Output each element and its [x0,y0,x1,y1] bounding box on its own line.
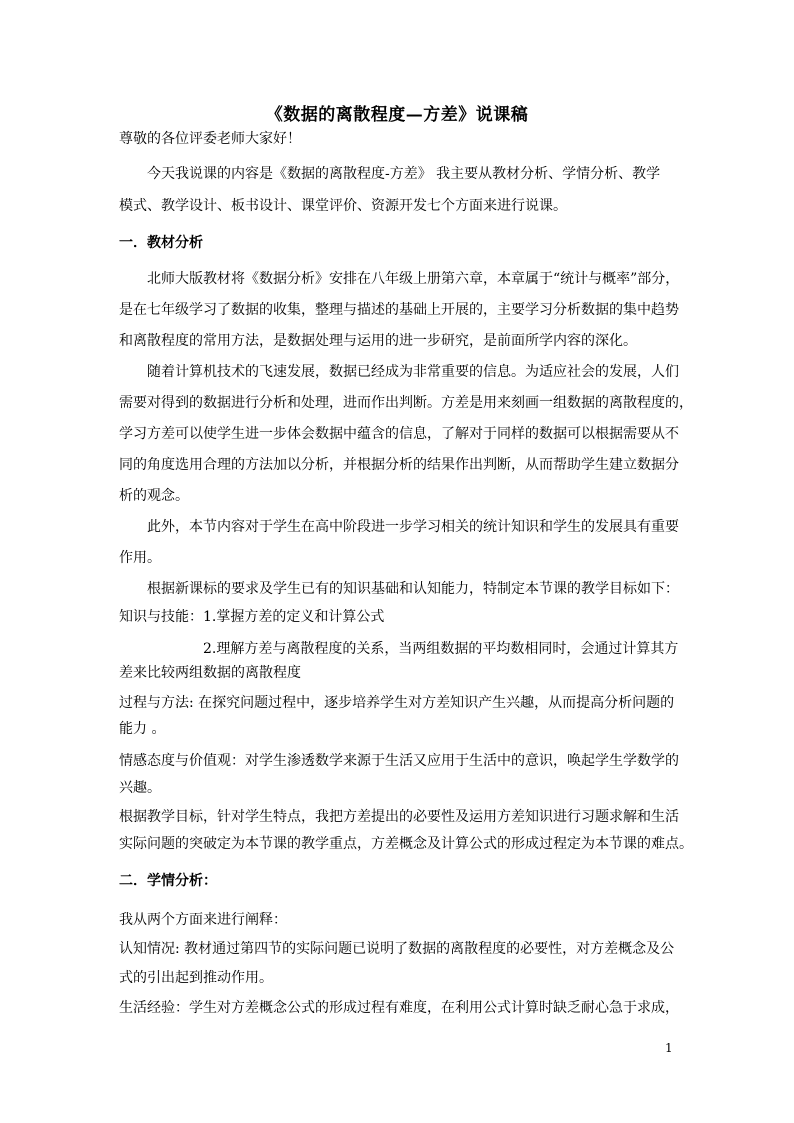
paragraph-line: 我从两个方面来进行阐释： [119,912,287,928]
paragraph-line: 学习方差可以使学生进一步体会数据中蕴含的信息，了解对于同样的数据可以根据需要从不 [119,426,679,442]
page-number: 1 [665,1041,673,1055]
cognition-line: 式的引出起到推动作用。 [119,970,273,986]
goal-emotion-values: 情感态度与价值观：对学生渗透数学来源于生活又应用于生活中的意识，唤起学生学数学的 [119,753,679,769]
goal-knowledge-skills: 知识与技能：1.掌握方差的定义和计算公式 [119,609,385,625]
goal-emotion-values: 兴趣。 [119,780,161,796]
paragraph-line: 同的角度选用合理的方法加以分析，并根据分析的结果作出判断，从而帮助学生建立数据分 [119,457,679,473]
paragraph-line: 作用。 [119,550,161,566]
paragraph-line: 是在七年级学习了数据的收集，整理与描述的基础上开展的，主要学习分析数据的集中趋势 [119,302,679,318]
paragraph-line: 此外，本节内容对于学生在高中阶段进一步学习相关的统计知识和学生的发展具有重要 [147,519,679,535]
intro-line: 今天我说课的内容是《数据的离散程度-方差》 我主要从教材分析、学情分析、教学 [147,166,661,182]
paragraph-line: 根据教学目标，针对学生特点，我把方差提出的必要性及运用方差知识进行习题求解和生活 [119,809,679,825]
greeting: 尊敬的各位评委老师大家好！ [119,131,301,147]
section-heading-student-analysis: 二．学情分析： [119,873,217,889]
document-title: 《数据的离散程度—方差》说课稿 [265,105,529,125]
paragraph-line: 随着计算机技术的飞速发展，数据已经成为非常重要的信息。为适应社会的发展，人们 [147,364,679,380]
intro-line: 模式、教学设计、板书设计、课堂评价、资源开发七个方面来进行说课。 [119,198,567,214]
paragraph-line: 析的观念。 [119,488,189,504]
experience-line: 生活经验：学生对方差概念公式的形成过程有难度，在利用公式计算时缺乏耐心急于求成， [119,1000,679,1016]
paragraph-line: 北师大版教材将《数据分析》安排在八年级上册第六章，本章属于“统计与概率”部分， [147,271,680,287]
goal-knowledge-skills-2: 差来比较两组数据的离散程度 [119,665,301,681]
goal-process-method: 过程与方法: 在探究问题过程中，逐步培养学生对方差知识产生兴趣，从而提高分析问题的 [119,695,675,711]
cognition-line: 认知情况: 教材通过第四节的实际问题已说明了数据的离散程度的必要性，对方差概念及公 [119,941,675,957]
paragraph-line: 和离散程度的常用方法，是数据处理与运用的进一步研究，是前面所学内容的深化。 [119,333,637,349]
paragraph-line: 需要对得到的数据进行分析和处理，进而作出判断。方差是用来刻画一组数据的离散程度的， [119,395,693,411]
paragraph-line: 实际问题的突破定为本节课的教学重点，方差概念及计算公式的形成过程定为本节课的难点。 [119,836,693,852]
goal-knowledge-skills-2: 2.理解方差与离散程度的关系，当两组数据的平均数相同时，会通过计算其方 [203,641,679,657]
paragraph-line: 根据新课标的要求及学生已有的知识基础和认知能力，特制定本节课的教学目标如下： [147,581,679,597]
section-heading-textbook-analysis: 一．教材分析 [119,235,203,251]
goal-process-method: 能力 。 [119,721,166,737]
